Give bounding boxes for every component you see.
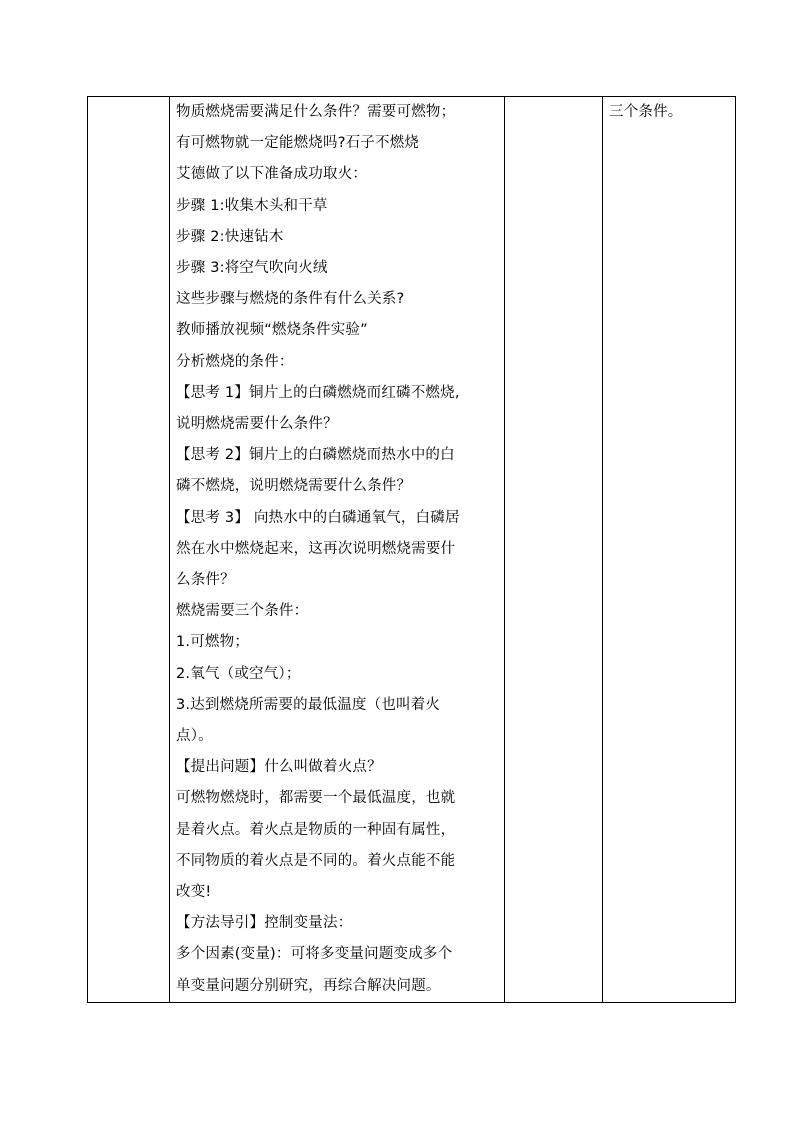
activity-line: 1.可燃物； [176,634,250,651]
activity-line: 步骤 1:收集木头和干草 [176,197,328,214]
activity-line: 3.达到燃烧所需要的最低温度（也叫着火 [176,696,441,713]
activity-line: 有可燃物就一定能燃烧吗?石子不燃烧 [176,135,420,152]
activity-line: 单变量问题分别研究，再综合解决问题。 [176,977,441,994]
activity-line: 说明燃烧需要什么条件？ [176,416,338,433]
lesson-plan-table [87,96,736,1003]
activity-line: 【思考 1】铜片上的白磷燃烧而红磷不燃烧, [176,384,460,401]
activity-line: 2.氧气（或空气）； [176,665,301,682]
activity-line: 点）。 [176,728,213,745]
activity-line: 不同物质的着火点是不同的。着火点能不能 [176,852,456,869]
activity-line: 多个因素(变量)：可将多变量问题变成多个 [176,946,453,963]
activity-line: 然在水中燃烧起来，这再次说明燃烧需要什 [176,540,456,557]
student-activity-cell [505,97,603,1003]
stage-cell [88,97,170,1003]
table-row [88,97,736,1003]
activity-line: 是着火点。着火点是物质的一种固有属性， [176,821,456,838]
activity-line: 磷不燃烧，说明燃烧需要什么条件？ [176,478,412,495]
teacher-activity-cell [170,97,505,1003]
activity-line: 步骤 2:快速钻木 [176,228,284,245]
activity-line: 【提出问题】什么叫做着火点？ [176,759,382,776]
activity-line: 【思考 3】 向热水中的白磷通氧气，白磷居 [176,509,460,526]
activity-line: 可燃物燃烧时，都需要一个最低温度，也就 [176,790,456,807]
activity-line: 这些步骤与燃烧的条件有什么关系? [176,291,405,308]
activity-line: 步骤 3:将空气吹向火绒 [176,260,328,277]
design-intent-line: 三个条件。 [609,104,683,120]
activity-line: 分析燃烧的条件： [176,353,294,370]
activity-line: 物质燃烧需要满足什么条件？需要可燃物； [176,104,456,120]
activity-text [176,97,498,1002]
design-intent-text [609,97,729,128]
activity-line: 艾德做了以下准备成功取火： [176,166,368,183]
design-intent-cell [603,97,736,1003]
activity-line: 么条件？ [176,572,235,589]
activity-line: 【方法导引】控制变量法： [176,915,353,932]
activity-line: 【思考 2】铜片上的白磷燃烧而热水中的白 [176,447,455,464]
activity-line: 燃烧需要三个条件： [176,603,309,620]
activity-line: 教师播放视频“燃烧条件实验” [176,322,368,339]
activity-line: 改变! [176,884,212,901]
